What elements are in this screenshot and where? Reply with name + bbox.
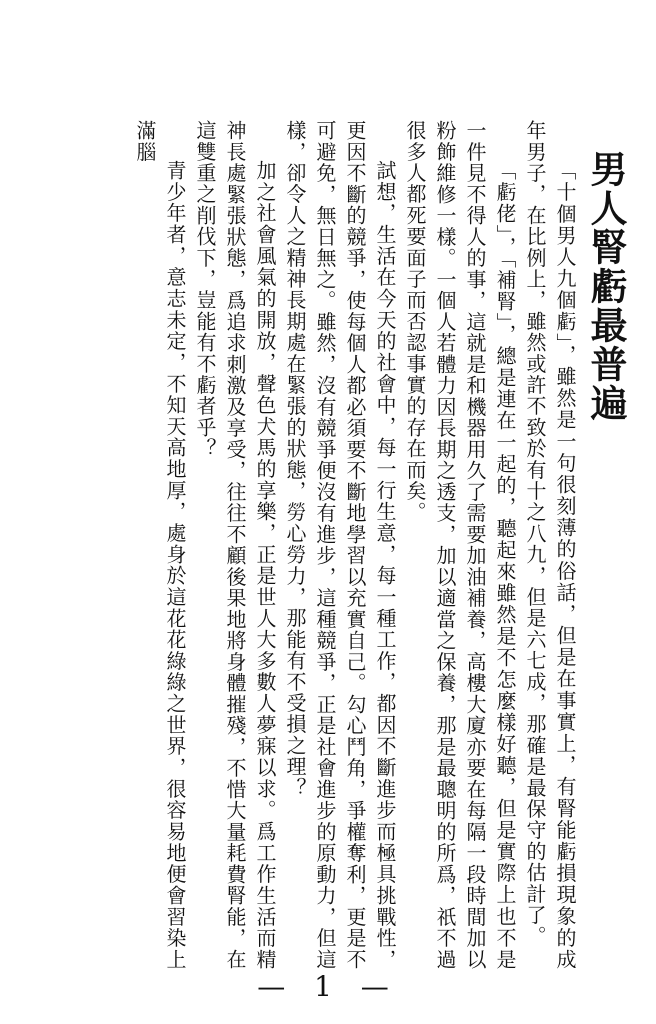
body-text <box>133 120 580 970</box>
paragraph: 「虧佬」，「補腎」，總是連在一起的，聽起來雖然是不怎麼樣好聽，但是實際上也不是一件見不得人的事，這就是和機器用久了需要加油補養，高樓大廈亦要在每隔一段時間加以粉飾維修一樣。一個人若體力因長期之透支，加以適當之保養，那是最聰明的所爲，祇不過很多人都死要面子而否認事實的存在而矣。 <box>403 120 517 970</box>
paragraph: 加之社會風氣的開放，聲色犬馬的享樂，正是世人大多數人夢寐以求。爲工作生活而精神長處緊張狀態，爲追求刺激及享受，往往不顧後果地將身體摧殘，不惜大量耗費腎能，在這雙重之削伐下，豈能有不虧者乎？ <box>193 120 277 970</box>
chapter-title: 男人腎虧最普遍 <box>584 150 628 423</box>
page-number: — 1 — <box>257 970 399 1003</box>
paragraph: 試想，生活在今天的社會中，每一行生意，每一種工作，都因不斷進步而極具挑戰性，更因不斷的競爭，使每個人都必須要不斷地學習以充實自己。勾心鬥角，爭權奪利，更是不可避免，無日無之。雖然，沒有競爭便沒有進步，這種競爭，正是社會進步的原動力，但這樣，卻令人之精神長期處在緊張的狀態，勞心勞力，那能有不受損之理？ <box>283 120 397 970</box>
paragraph: 青少年者，意志未定，不知天高地厚，處身於這花花綠綠之世界，很容易地便會習染上滿腦 <box>133 120 187 970</box>
paragraph: 「十個男人九個虧」，雖然是一句很刻薄的俗話，但是在事實上，有腎能虧損現象的成年男子，在比例上，雖然或許不致於有十之八九，但是六七成，那確是最保守的估計了。 <box>523 120 577 970</box>
